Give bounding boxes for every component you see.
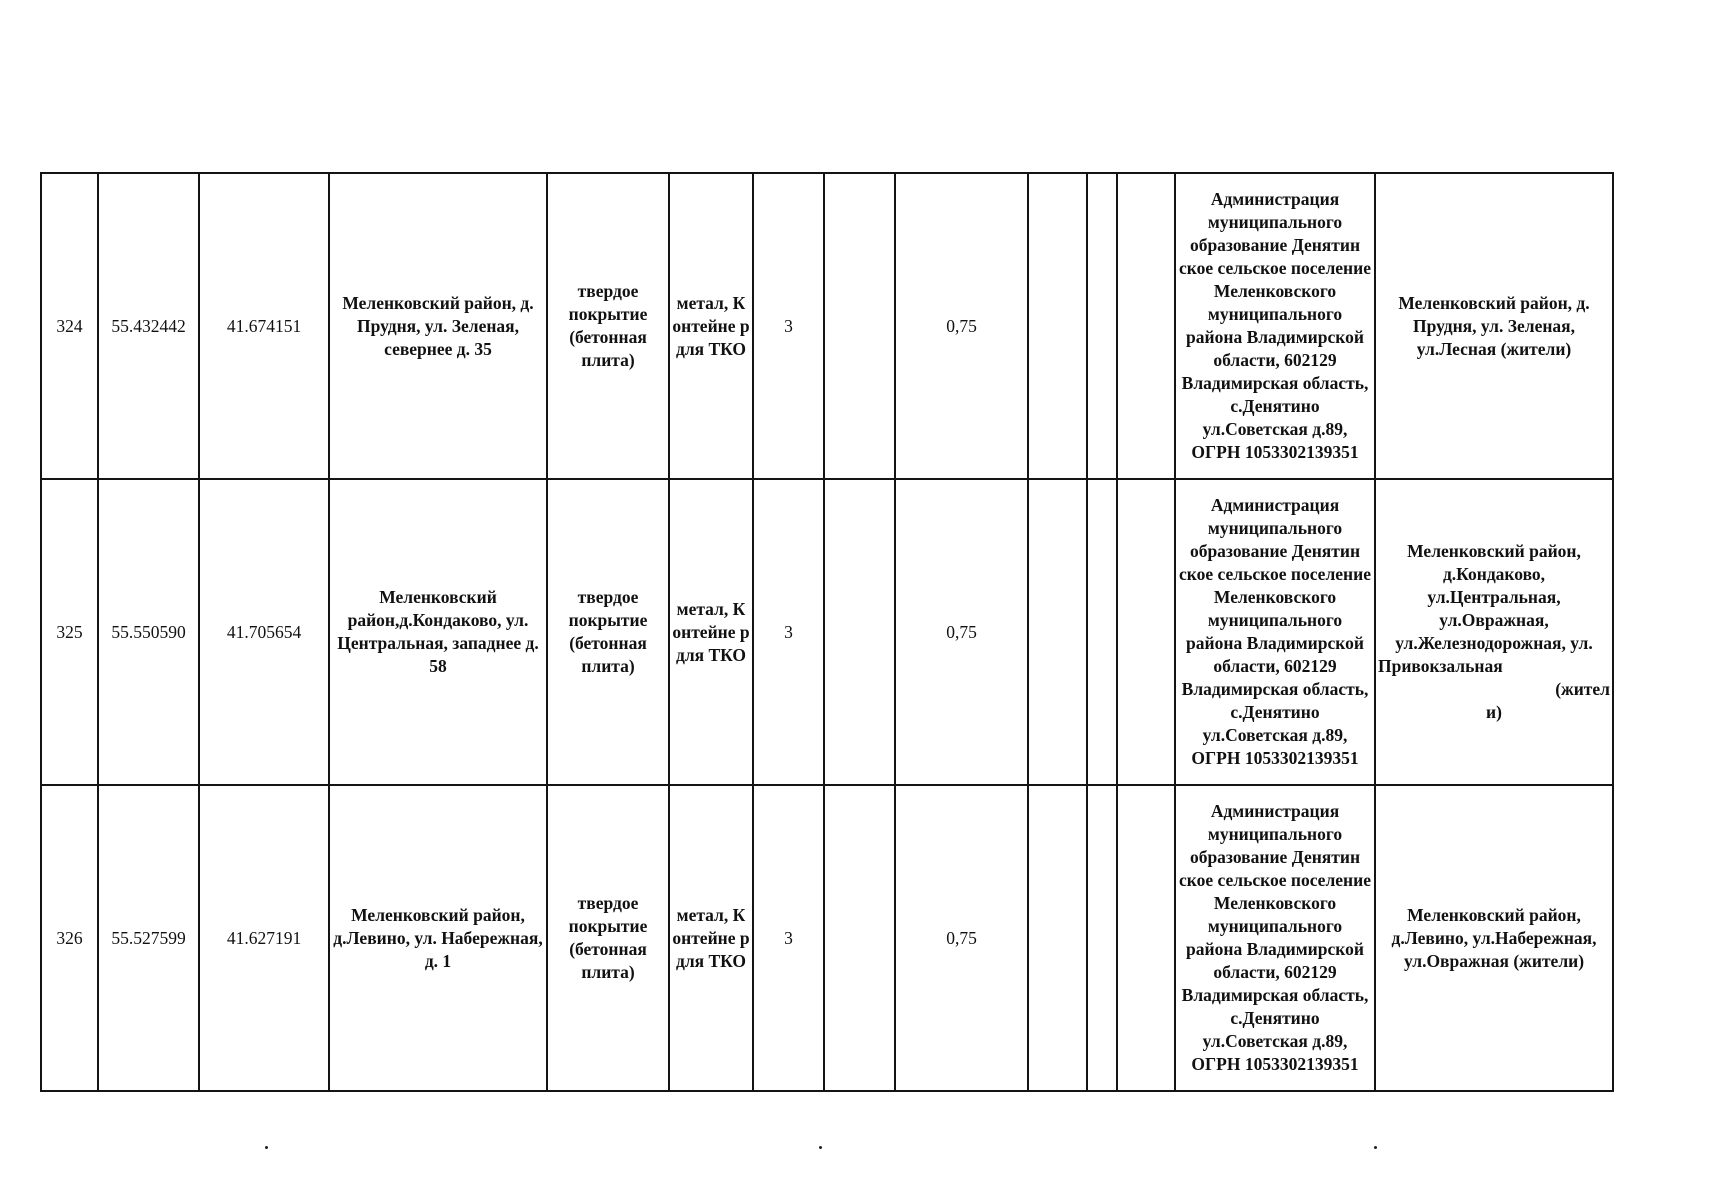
container-volume: 0,75	[895, 173, 1028, 479]
served-area	[1375, 479, 1613, 785]
empty-cell	[1087, 173, 1117, 479]
container-volume: 0,75	[895, 479, 1028, 785]
owner-organization: Администрация муниципального образование Денятин ское сельское поселение Меленковского муниципального района Владимирской области, 602129 Владимирская область, с.Денятино ул.Советская д.89, ОГРН 1053302139351	[1175, 173, 1375, 479]
latitude: 55.550590	[98, 479, 199, 785]
latitude: 55.527599	[98, 785, 199, 1091]
longitude: 41.627191	[199, 785, 329, 1091]
scan-speck	[1374, 1146, 1377, 1149]
site-address: Меленковский район, д.Левино, ул. Набережная, д. 1	[329, 785, 547, 1091]
served-area-residents: (жител	[1555, 679, 1610, 699]
served-area: Меленковский район, д.Левино, ул.Набережная, ул.Овражная (жители)	[1375, 785, 1613, 1091]
surface-type: твердое покрытие (бетонная плита)	[547, 173, 669, 479]
empty-cell	[1117, 173, 1175, 479]
container-type: метал, К онтейне р для ТКО	[669, 173, 753, 479]
empty-cell	[824, 173, 895, 479]
served-area-streets: Меленковский район, д.Кондаково, ул.Центральная, ул.Овражная, ул.Железнодорожная, ул.	[1395, 541, 1593, 653]
container-count: 3	[753, 785, 824, 1091]
surface-type: твердое покрытие (бетонная плита)	[547, 479, 669, 785]
empty-cell	[1087, 785, 1117, 1091]
served-area-street-end: Привокзальная	[1378, 656, 1503, 676]
longitude: 41.705654	[199, 479, 329, 785]
longitude: 41.674151	[199, 173, 329, 479]
scan-speck	[819, 1146, 822, 1149]
table-row	[41, 173, 1613, 479]
empty-cell	[824, 479, 895, 785]
latitude: 55.432442	[98, 173, 199, 479]
container-type: метал, К онтейне р для ТКО	[669, 785, 753, 1091]
container-volume: 0,75	[895, 785, 1028, 1091]
owner-organization: Администрация муниципального образование Денятин ское сельское поселение Меленковского муниципального района Владимирской области, 602129 Владимирская область, с.Денятино ул.Советская д.89, ОГРН 1053302139351	[1175, 785, 1375, 1091]
empty-cell	[1117, 785, 1175, 1091]
container-count: 3	[753, 173, 824, 479]
served-area: Меленковский район, д. Прудня, ул. Зеленая, ул.Лесная (жители)	[1375, 173, 1613, 479]
owner-organization: Администрация муниципального образование Денятин ское сельское поселение Меленковского муниципального района Владимирской области, 602129 Владимирская область, с.Денятино ул.Советская д.89, ОГРН 1053302139351	[1175, 479, 1375, 785]
empty-cell	[824, 785, 895, 1091]
waste-site-registry-table	[40, 172, 1614, 1092]
site-address: Меленковский район,д.Кондаково, ул. Центральная, западнее д. 58	[329, 479, 547, 785]
served-area-residents-end: и)	[1486, 702, 1502, 722]
empty-cell	[1028, 479, 1087, 785]
table-row	[41, 479, 1613, 785]
surface-type: твердое покрытие (бетонная плита)	[547, 785, 669, 1091]
empty-cell	[1117, 479, 1175, 785]
scan-speck	[265, 1146, 268, 1149]
row-number: 324	[41, 173, 98, 479]
container-type: метал, К онтейне р для ТКО	[669, 479, 753, 785]
site-address: Меленковский район, д. Прудня, ул. Зеленая, севернее д. 35	[329, 173, 547, 479]
row-number: 326	[41, 785, 98, 1091]
empty-cell	[1087, 479, 1117, 785]
container-count: 3	[753, 479, 824, 785]
empty-cell	[1028, 173, 1087, 479]
empty-cell	[1028, 785, 1087, 1091]
table-row	[41, 785, 1613, 1091]
row-number: 325	[41, 479, 98, 785]
